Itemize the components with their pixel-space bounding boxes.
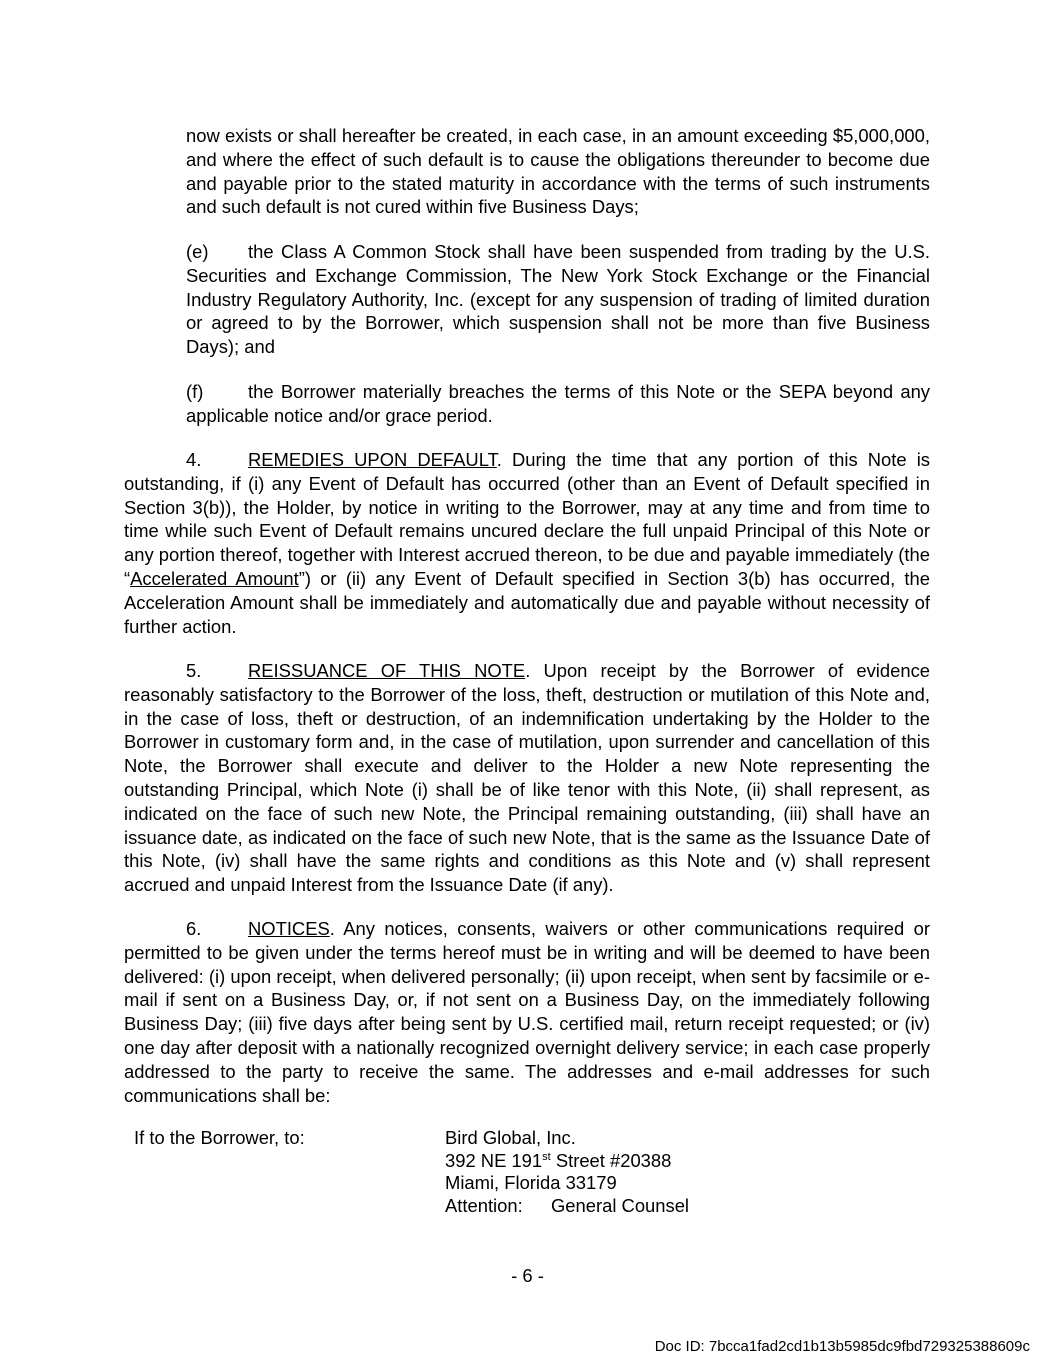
section-4-text-before: . During the time that any portion of this Note is outstanding, if (i) any Event of Default has occurred (other than an Event of Default specified in Section 3(b)), the Holder, by notice in writing to the Borrower, may at any time and from time to time while such Event of Default remains uncured declare the full unpaid Principal of this Note or any portion thereof, together with Interest accrued thereon, to be due and payable immediately (the “ [124, 449, 930, 589]
clause-e-label: (e) [186, 241, 209, 262]
section-4-paragraph [124, 448, 930, 638]
clause-e-text: the Class A Common Stock shall have been suspended from trading by the U.S. Securities and Exchange Commission, The New York Stock Exchange or the Financial Industry Regulatory Authority, Inc. (except for any suspension of trading of limited duration or agreed to by the Borrower, which suspension shall not be more than five Business Days); and [186, 241, 930, 358]
section-4-heading: REMEDIES UPON DEFAULT [248, 449, 497, 470]
clause-f [186, 380, 930, 428]
address-lines [445, 1127, 845, 1217]
continuation-paragraph: now exists or shall hereafter be created, in each case, in an amount exceeding $5,000,000, and where the effect of such default is to cause the obligations thereunder to become due and payable prior to the stated maturity in accordance with the terms of such instruments and such default is not cured within five Business Days; [186, 125, 930, 218]
address-company: Bird Global, Inc. [445, 1127, 576, 1148]
section-5-text: . Upon receipt by the Borrower of evidence reasonably satisfactory to the Borrower of the loss, theft, destruction or mutilation of this Note and, in the case of loss, theft or destruction, of an indemnification undertaking by the Holder to the Borrower in customary form and, in the case of mutilation, upon surrender and cancellation of this Note, the Borrower shall execute and deliver to the Holder a new Note representing the outstanding Principal, which Note (i) shall be of like tenor with this Note, (ii) shall represent, as indicated on the face of such new Note, the Principal remaining outstanding, (iii) shall have an issuance date, as indicated on the face of such new Note, that is the same as the Issuance Date of this Note, (iv) shall have the same rights and conditions as this Note and (v) shall represent accrued and unpaid Interest from the Issuance Date (if any). [124, 660, 931, 896]
address-recipient-label: If to the Borrower, to: [134, 1127, 305, 1148]
section-6-heading: NOTICES [248, 918, 330, 939]
section-6-text: . Any notices, consents, waivers or other communications required or permitted to be given under the terms hereof must be in writing and will be deemed to have been delivered: (i) upon receipt, when delivered personally; (ii) upon receipt, when sent by facsimile or e-mail if sent on a Business Day, or, if not sent on a Business Day, on the immediately following Business Day; (iii) five days after being sent by U.S. certified mail, return receipt requested; or (iv) one day after deposit with a nationally recognized overnight delivery service; in each case properly addressed to the party to receive the same. The addresses and e-mail addresses for such communications shall be: [124, 918, 930, 1106]
address-attention [445, 1195, 845, 1218]
attention-value: General Counsel [551, 1194, 690, 1216]
section-5-number: 5. [186, 660, 202, 681]
address-street: 392 NE 191st Street #20388 [445, 1149, 672, 1171]
section-6-number: 6. [186, 918, 202, 939]
clause-e [186, 240, 930, 359]
section-4-text-after: ”) or (ii) any Event of Default specified in Section 3(b) has occurred, the Acceleration Amount shall be immediately and automatically due and payable without necessity of further action. [124, 567, 930, 637]
clause-f-label: (f) [186, 381, 204, 402]
doc-id-footer: Doc ID: 7bcca1fad2cd1b13b5985dc9fbd729325388609c [654, 1338, 1030, 1355]
section-4-number: 4. [186, 449, 202, 470]
clause-f-text: the Borrower materially breaches the terms of this Note or the SEPA beyond any applicable notice and/or grace period. [186, 381, 930, 426]
address-city: Miami, Florida 33179 [445, 1172, 617, 1193]
section-5-paragraph [124, 659, 930, 897]
section-6-paragraph [124, 917, 930, 1107]
accelerated-amount-term: Accelerated Amount [130, 567, 299, 589]
page-number: - 6 - [511, 1265, 544, 1286]
section-5-heading: REISSUANCE OF THIS NOTE [248, 660, 526, 681]
attention-label: Attention: [445, 1194, 523, 1216]
